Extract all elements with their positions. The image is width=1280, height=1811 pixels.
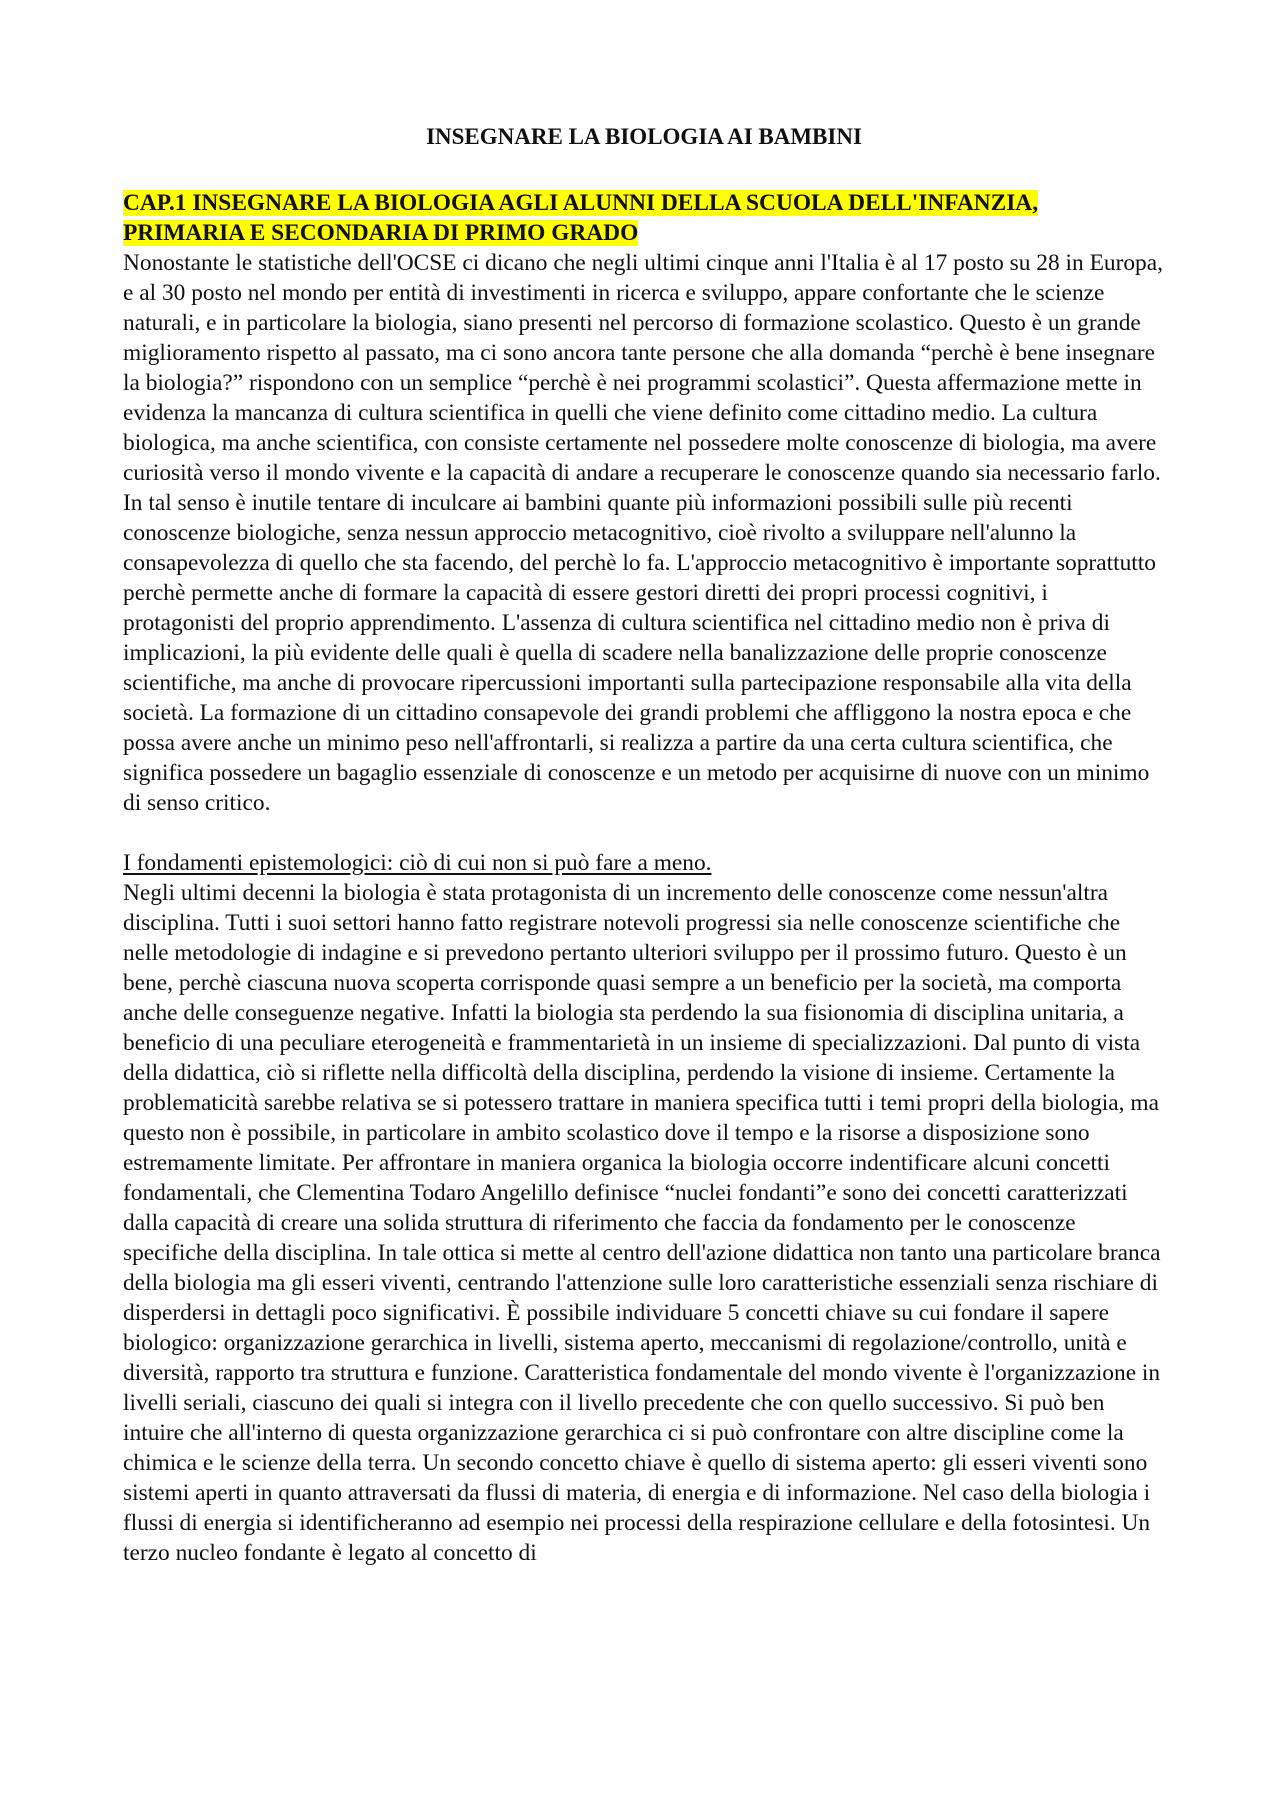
paragraph-spacer bbox=[123, 818, 1165, 848]
paragraph-intro: Nonostante le statistiche dell'OCSE ci dicano che negli ultimi cinque anni l'Italia è al 17 posto su 28 in Europa, e al 30 posto nel mondo per entità di investimenti in ricerca e sviluppo, appare confortante che le scienze naturali, e in particolare la biologia, siano presenti nel percorso di formazione scolastico. Questo è un grande miglioramento rispetto al passato, ma ci sono ancora tante persone che alla domanda “perchè è bene insegnare la biologia?” rispondono con un semplice “perchè è nei programmi scolastici”. Questa affermazione mette in evidenza la mancanza di cultura scientifica in quelli che viene definito come cittadino medio. La cultura biologica, ma anche scientifica, con consiste certamente nel possedere molte conoscenze di biologia, ma avere curiosità verso il mondo vivente e la capacità di andare a recuperare le conoscenze quando sia necessario farlo. In tal senso è inutile tentare di inculcare ai bambini quante più informazioni possibili sulle più recenti conoscenze biologiche, senza nessun approccio metacognitivo, cioè rivolto a sviluppare nell'alunno la consapevolezza di quello che sta facendo, del perchè lo fa. L'approccio metacognitivo è importante soprattutto perchè permette anche di formare la capacità di essere gestori diretti dei propri processi cognitivi, i protagonisti del proprio apprendimento. L'assenza di cultura scientifica nel cittadino medio non è priva di implicazioni, la più evidente delle quali è quella di scadere nella banalizzazione delle proprie conoscenze scientifiche, ma anche di provocare ripercussioni importanti sulla partecipazione responsabile alla vita della società. La formazione di un cittadino consapevole dei grandi problemi che affliggono la nostra epoca e che possa avere anche un minimo peso nell'affrontarli, si realizza a partire da una certa cultura scientifica, che significa possedere un bagaglio essenziale di conoscenze e un metodo per acquisirne di nuove con un minimo di senso critico. bbox=[123, 250, 1163, 816]
section-heading: I fondamenti epistemologici: ciò di cui non si può fare a meno. bbox=[123, 850, 712, 876]
paragraph-epistemology: Negli ultimi decenni la biologia è stata protagonista di un incremento delle conoscenze come nessun'altra disciplina. Tutti i suoi settori hanno fatto registrare notevoli progressi sia nelle conoscenze scientifiche che nelle metodologie di indagine e si prevedono pertanto ulteriori sviluppo per il prossimo futuro. Questo è un bene, perchè ciascuna nuova scoperta corrisponde quasi sempre a un beneficio per la società, ma comporta anche delle conseguenze negative. Infatti la biologia sta perdendo la sua fisionomia di disciplina unitaria, a beneficio di una peculiare eterogeneità e frammentarietà in un insieme di specializzazioni. Dal punto di vista della didattica, ciò si riflette nella difficoltà della disciplina, perdendo la visione di insieme. Certamente la problematicità sarebbe relativa se si potessero trattare in maniera specifica tutti i temi propri della biologia, ma questo non è possibile, in particolare in ambito scolastico dove il tempo e la risorse a disposizione sono estremamente limitate. Per affrontare in maniera organica la biologia occorre indentificare alcuni concetti fondamentali, che Clementina Todaro Angelillo definisce “nuclei fondanti”e sono dei concetti caratterizzati dalla capacità di creare una solida struttura di riferimento che faccia da fondamento per le conoscenze specifiche della disciplina. In tale ottica si mette al centro dell'azione didattica non tanto una particolare branca della biologia ma gli esseri viventi, centrando l'attenzione sulle loro caratteristiche essenziali senza rischiare di disperdersi in dettagli poco significativi. È possibile individuare 5 concetti chiave su cui fondare il sapere biologico: organizzazione gerarchica in livelli, sistema aperto, meccanismi di regolazione/controllo, unità e diversità, rapporto tra struttura e funzione. Caratteristica fondamentale del mondo vivente è l'organizzazione in livelli seriali, ciascuno dei quali si integra con il livello precedente che con quello successivo. Si può ben intuire che all'interno di questa organizzazione gerarchica ci si può confrontare con altre discipline come la chimica e le scienze della terra. Un secondo concetto chiave è quello di sistema aperto: gli esseri viventi sono sistemi aperti in quanto attraversati da flussi di materia, di energia e di informazione. Nel caso della biologia i flussi di energia si identificheranno ad esempio nei processi della respirazione cellulare e della fotosintesi. Un terzo nucleo fondante è legato al concetto di bbox=[123, 880, 1161, 1566]
document-title: INSEGNARE LA BIOLOGIA AI BAMBINI bbox=[426, 124, 862, 149]
document-page bbox=[123, 122, 1165, 1568]
chapter-heading-highlight: CAP.1 INSEGNARE LA BIOLOGIA AGLI ALUNNI DELLA SCUOLA DELL'INFANZIA, PRIMARIA E SECONDARIA DI PRIMO GRADO bbox=[123, 190, 1039, 246]
chapter-heading bbox=[123, 188, 1165, 248]
